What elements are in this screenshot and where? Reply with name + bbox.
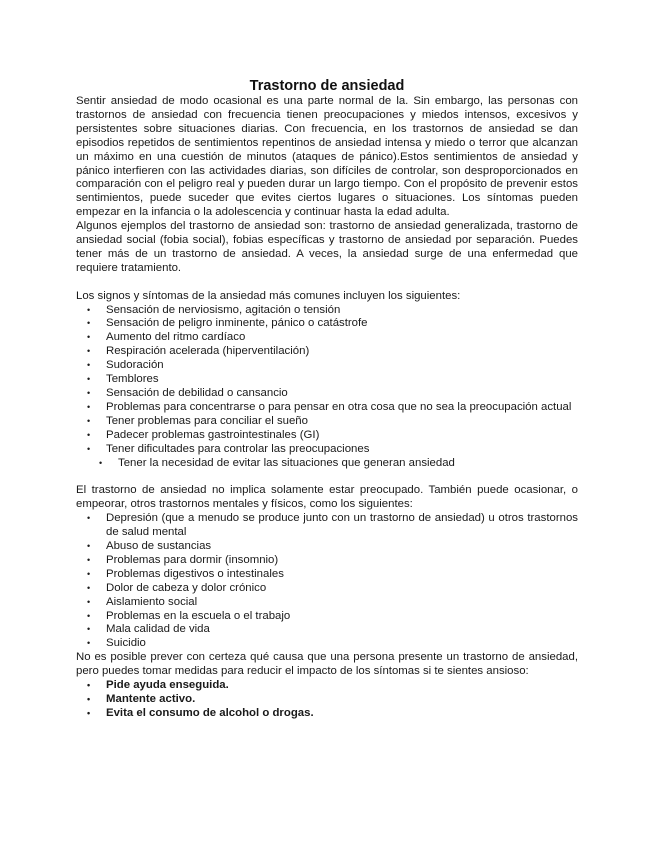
- symptoms-heading: Los signos y síntomas de la ansiedad más comunes incluyen los siguientes:: [76, 289, 461, 302]
- list-item: • Problemas digestivos o intestinales: [76, 568, 578, 582]
- prevention-heading: No es posible prever con certeza qué causa que una persona presente un trastorno de ansiedad, pero puedes tomar medidas para reducir el impacto de los síntomas si te sientes ansioso:: [76, 651, 578, 678]
- list-item: • Dolor de cabeza y dolor crónico: [76, 582, 578, 596]
- list-item: • Mantente activo.: [76, 693, 578, 707]
- document-page: [76, 78, 578, 721]
- list-item: • Evita el consumo de alcohol o drogas.: [76, 707, 578, 721]
- list-item: • Sensación de debilidad o cansancio: [76, 387, 578, 401]
- list-item: • Tener dificultades para controlar las preocupaciones: [76, 443, 578, 457]
- document-title: Trastorno de ansiedad: [249, 78, 405, 94]
- prevention-list: [76, 679, 578, 721]
- list-item: • Suicidio: [76, 637, 578, 651]
- list-item: • Depresión (que a menudo se produce junto con un trastorno de ansiedad) u otros trastornos de salud mental: [76, 512, 578, 540]
- list-item: • Sudoración: [76, 359, 578, 373]
- list-item: • Pide ayuda enseguida.: [76, 679, 578, 693]
- list-item: • Abuso de sustancias: [76, 540, 578, 554]
- complications-list: [76, 512, 578, 651]
- complications-heading: El trastorno de ansiedad no implica solamente estar preocupado. También puede ocasionar, o empeorar, otros trastornos mentales y físicos, como los siguientes:: [76, 484, 578, 511]
- list-item: • Aislamiento social: [76, 596, 578, 610]
- list-item: • Problemas para dormir (insomnio): [76, 554, 578, 568]
- list-item: • Aumento del ritmo cardíaco: [76, 331, 578, 345]
- intro-paragraph: Sentir ansiedad de modo ocasional es una parte normal de la. Sin embargo, las personas con trastornos de ansiedad con frecuencia tienen preocupaciones y miedos intensos, excesivos y persistentes sobre situaciones diarias. Con frecuencia, en los trastornos de ansiedad se dan episodios repetidos de sentimientos repentinos de ansiedad intensa y miedo o terror que alcanzan un máximo en una cuestión de minutos (ataques de pánico).Estos sentimientos de ansiedad y pánico interfieren con las actividades diarias, son difíciles de controlar, son desproporcionados en comparación con el peligro real y pueden durar un largo tiempo. Con el propósito de prevenir estos sentimientos, puede suceder que evites ciertos lugares o situaciones. Los síntomas pueden empezar en la infancia o la adolescencia y continuar hasta la edad adulta.: [76, 95, 578, 219]
- list-item: • Sensación de peligro inminente, pánico o catástrofe: [76, 317, 578, 331]
- examples-paragraph: Algunos ejemplos del trastorno de ansiedad son: trastorno de ansiedad generalizada, trastorno de ansiedad social (fobia social), fobias específicas y trastorno de ansiedad por separación. Puedes tener más de un trastorno de ansiedad. A veces, la ansiedad surge de una enfermedad que requiere tratamiento.: [76, 220, 578, 274]
- list-item: • Respiración acelerada (hiperventilación): [76, 345, 578, 359]
- list-item: • Sensación de nerviosismo, agitación o tensión: [76, 304, 578, 318]
- list-item: • Problemas para concentrarse o para pensar en otra cosa que no sea la preocupación actual: [76, 401, 578, 415]
- list-item: • Mala calidad de vida: [76, 623, 578, 637]
- symptoms-list: [76, 304, 578, 471]
- list-subitem: • Tener la necesidad de evitar las situaciones que generan ansiedad: [76, 457, 578, 471]
- list-item: • Tener problemas para conciliar el sueño: [76, 415, 578, 429]
- list-item: • Problemas en la escuela o el trabajo: [76, 610, 578, 624]
- list-item: • Temblores: [76, 373, 578, 387]
- list-item: • Padecer problemas gastrointestinales (GI): [76, 429, 578, 443]
